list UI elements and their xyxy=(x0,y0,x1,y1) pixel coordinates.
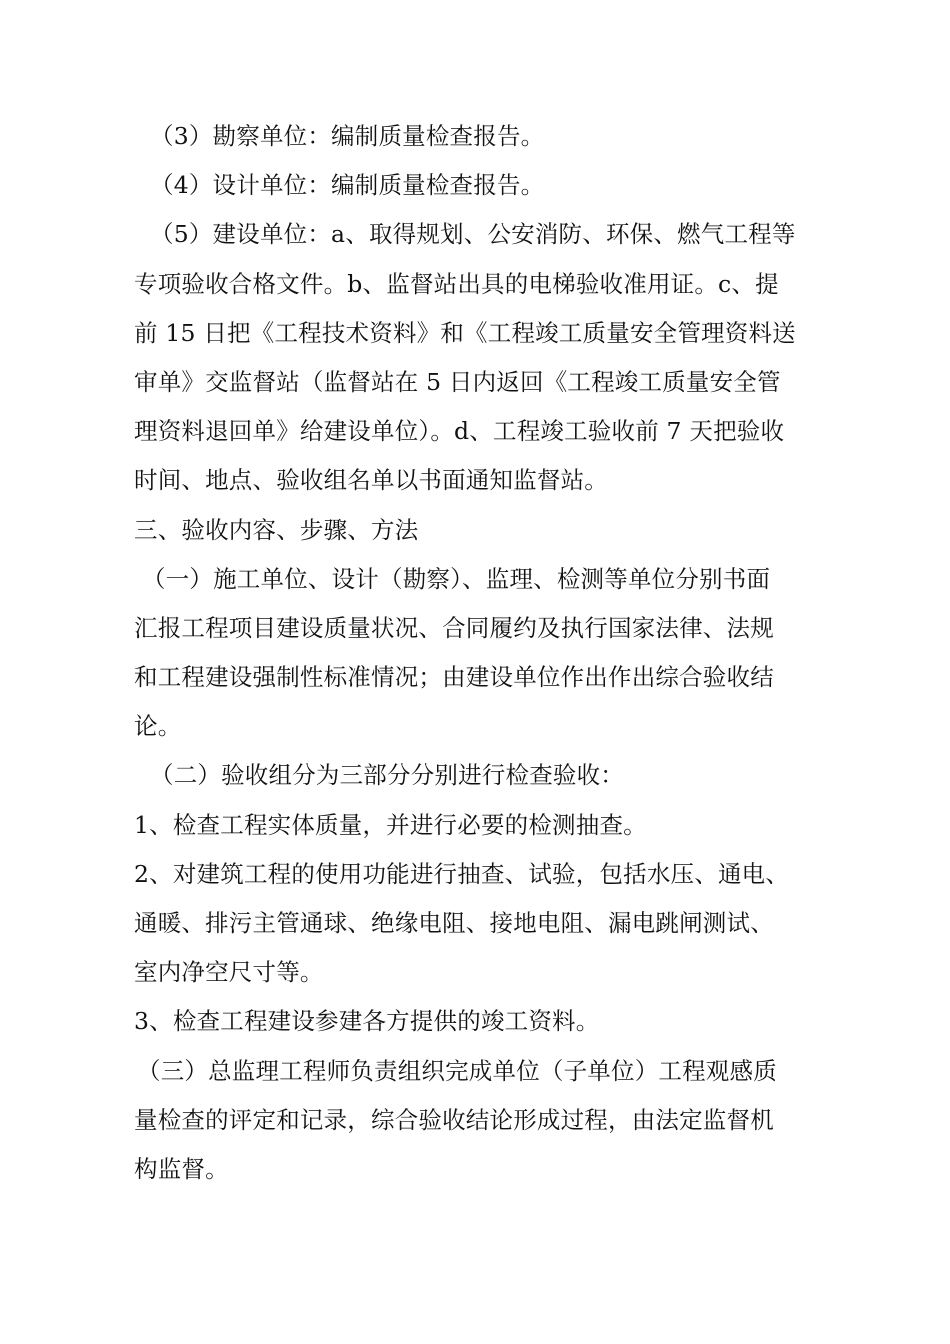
paragraph-construction-unit-line-3: 前 15 日把《工程技术资料》和《工程竣工质量安全管理资料送 xyxy=(134,318,796,347)
list-item-2-line-2: 通暖、排污主管通球、绝缘电阻、接地电阻、漏电跳闸测试、 xyxy=(134,909,774,937)
paragraph-construction-unit-line-2: 专项验收合格文件。b、监督站出具的电梯验收准用证。c、提 xyxy=(134,269,779,298)
document-body xyxy=(134,112,839,1194)
paragraph-three-line-2: 量检查的评定和记录，综合验收结论形成过程，由法定监督机 xyxy=(134,1105,774,1134)
paragraph-construction-unit-line-1: （5）建设单位：a、取得规划、公安消防、环保、燃气工程等 xyxy=(150,220,796,249)
paragraph-design-unit: （4）设计单位：编制质量检查报告。 xyxy=(150,171,545,200)
paragraph-one-line-3: 和工程建设强制性标准情况；由建设单位作出作出综合验收结 xyxy=(134,663,774,692)
paragraph-one-line-1: （一）施工单位、设计（勘察）、监理、检测等单位分别书面 xyxy=(142,564,771,593)
paragraph-survey-unit: （3）勘察单位：编制质量检查报告。 xyxy=(150,122,545,150)
paragraph-construction-unit-line-5: 理资料退回单》给建设单位）。d、工程竣工验收前 7 天把验收 xyxy=(134,417,785,446)
list-item-1: 1、检查工程实体质量，并进行必要的检测抽查。 xyxy=(134,810,647,839)
section-heading-three: 三、验收内容、步骤、方法 xyxy=(134,515,419,544)
paragraph-two: （二）验收组分为三部分分别进行检查验收： xyxy=(150,761,624,790)
list-item-3: 3、检查工程建设参建各方提供的竣工资料。 xyxy=(134,1007,600,1036)
paragraph-three-line-1: （三）总监理工程师负责组织完成单位（子单位）工程观感质 xyxy=(137,1056,777,1085)
list-item-2-line-1: 2、对建筑工程的使用功能进行抽查、试验，包括水压、通电、 xyxy=(134,859,790,888)
paragraph-one-line-4: 论。 xyxy=(134,712,182,741)
list-item-2-line-3: 室内净空尺寸等。 xyxy=(134,958,324,987)
paragraph-construction-unit-line-4: 审单》交监督站（监督站在 5 日内返回《工程竣工质量安全管 xyxy=(134,367,781,396)
paragraph-three-line-3: 构监督。 xyxy=(134,1154,229,1183)
paragraph-construction-unit-line-6: 时间、地点、验收组名单以书面通知监督站。 xyxy=(134,466,608,495)
paragraph-one-line-2: 汇报工程项目建设质量状况、合同履约及执行国家法律、法规 xyxy=(134,613,774,642)
